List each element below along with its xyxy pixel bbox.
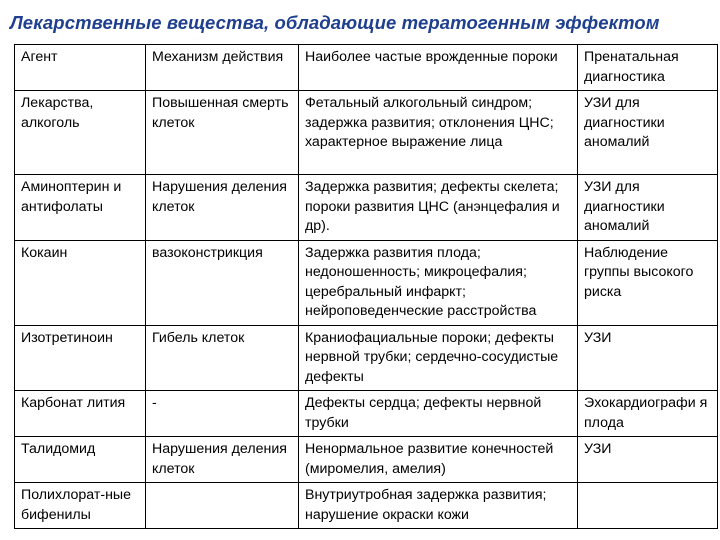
cell-mechanism: - bbox=[146, 391, 299, 437]
page-title: Лекарственные вещества, обладающие тератогенным эффектом bbox=[10, 12, 660, 33]
cell-defects: Фетальный алкогольный синдром; задержка развития; отклонения ЦНС; характерное выражение лица bbox=[299, 91, 578, 175]
cell-agent: Изотретиноин bbox=[15, 325, 146, 391]
cell-agent: Талидомид bbox=[15, 437, 146, 483]
table-row bbox=[15, 240, 718, 325]
cell-defects: Ненормальное развитие конечностей (миромелия, амелия) bbox=[299, 437, 578, 483]
cell-defects: Внутриутробная задержка развития; нарушение окраски кожи bbox=[299, 483, 578, 529]
header-mechanism: Механизм действия bbox=[146, 45, 299, 91]
table-row bbox=[15, 483, 718, 529]
table-row bbox=[15, 437, 718, 483]
table-header-row bbox=[15, 45, 718, 91]
table-row bbox=[15, 175, 718, 241]
header-agent: Агент bbox=[15, 45, 146, 91]
cell-prenatal-diagnosis: Эхокардиографи я плода bbox=[578, 391, 718, 437]
cell-mechanism: Гибель клеток bbox=[146, 325, 299, 391]
cell-prenatal-diagnosis: УЗИ bbox=[578, 437, 718, 483]
header-defects: Наиболее частые врожденные пороки bbox=[299, 45, 578, 91]
cell-prenatal-diagnosis: УЗИ для диагностики аномалий bbox=[578, 91, 718, 175]
cell-mechanism: Нарушения деления клеток bbox=[146, 175, 299, 241]
table-row bbox=[15, 325, 718, 391]
cell-defects: Краниофациальные пороки; дефекты нервной трубки; сердечно-сосудистые дефекты bbox=[299, 325, 578, 391]
cell-agent: Полихлорат-ные бифенилы bbox=[15, 483, 146, 529]
cell-agent: Карбонат лития bbox=[15, 391, 146, 437]
cell-defects: Задержка развития плода; недоношенность; микроцефалия; церебральный инфаркт; нейроповеденческие расстройства bbox=[299, 240, 578, 325]
cell-agent: Аминоптерин и антифолаты bbox=[15, 175, 146, 241]
cell-mechanism: Нарушения деления клеток bbox=[146, 437, 299, 483]
table-row bbox=[15, 91, 718, 175]
cell-prenatal-diagnosis: Наблюдение группы высокого риска bbox=[578, 240, 718, 325]
cell-defects: Дефекты сердца; дефекты нервной трубки bbox=[299, 391, 578, 437]
cell-prenatal-diagnosis: УЗИ bbox=[578, 325, 718, 391]
cell-prenatal-diagnosis: УЗИ для диагностики аномалий bbox=[578, 175, 718, 241]
teratogen-table bbox=[14, 44, 718, 529]
cell-mechanism: вазоконстрикция bbox=[146, 240, 299, 325]
header-prenatal-diagnosis: Пренатальная диагностика bbox=[578, 45, 718, 91]
cell-prenatal-diagnosis bbox=[578, 483, 718, 529]
cell-agent: Кокаин bbox=[15, 240, 146, 325]
cell-mechanism: Повышенная смерть клеток bbox=[146, 91, 299, 175]
cell-defects: Задержка развития; дефекты скелета; пороки развития ЦНС (анэнцефалия и др). bbox=[299, 175, 578, 241]
cell-mechanism bbox=[146, 483, 299, 529]
cell-agent: Лекарства, алкоголь bbox=[15, 91, 146, 175]
table-row bbox=[15, 391, 718, 437]
